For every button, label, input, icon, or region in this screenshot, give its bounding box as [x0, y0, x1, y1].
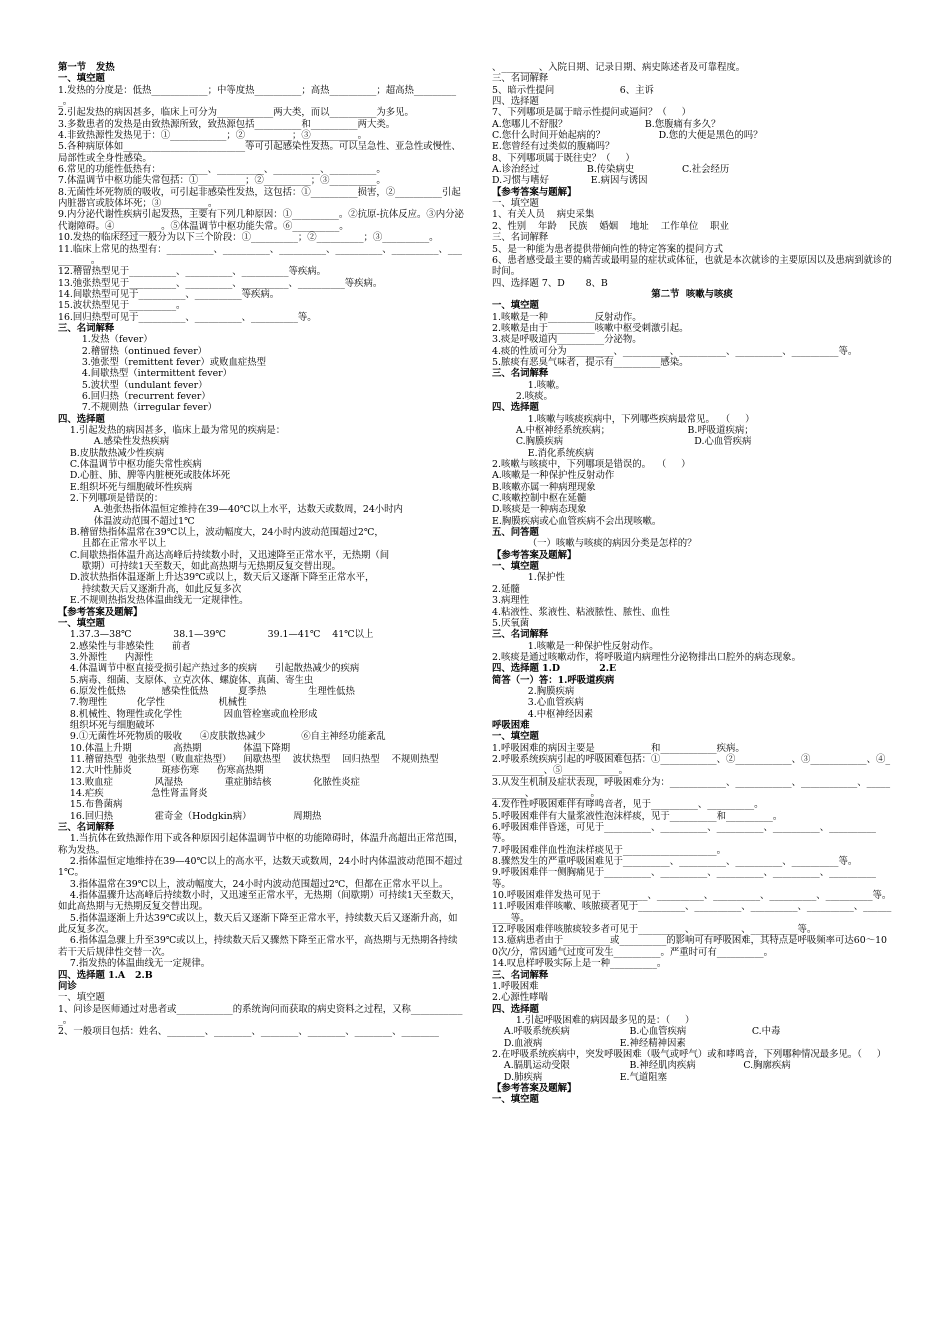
text-line: 2.咳嗽与咳痰中，下列哪项是错误的。 （ ）	[492, 459, 691, 471]
section-heading: 四、选择题 1.D 2.E	[492, 663, 617, 675]
text-line: 5、暗示性提问 6、主诉	[492, 84, 654, 96]
text-line: 8、下列哪项属于既往史？（ ）	[492, 152, 635, 164]
text-line: 14.叹息样呼吸实际上是一种__________。	[492, 958, 667, 970]
text-line: 6.呼吸困难伴昏迷，可见于__________、__________、__________、__________、__________等。	[492, 822, 876, 845]
text-line: D.波状热指体温逐渐上升达39℃或以上，数天后又逐渐下降至正常水平，	[58, 572, 375, 584]
text-line: D.肺疾病 E.气道阻塞	[492, 1071, 668, 1083]
text-line: E.胸膜疾病或心血管疾病不会出现咳嗽。	[492, 515, 662, 527]
text-line: 5.病毒、细菌、支原体、立克次体、螺旋体、真菌、寄生虫	[58, 674, 314, 686]
section-heading: 三、名词解释	[492, 629, 549, 641]
left-column	[58, 62, 464, 1038]
text-line: 14.间歇热型可见于__________、__________等疾病。	[58, 288, 280, 300]
text-line: 3.心血管疾病	[492, 697, 584, 709]
text-line: 8.无菌性坏死物质的吸收，可引起非感染性发热，这包括：①__________损害，②__________引起内脏器官或肢体坏死；③__________。	[58, 186, 461, 210]
text-line: 四、选择题 7、D 8、B	[492, 277, 608, 289]
text-line: 6.回归热（recurrent fever）	[58, 390, 211, 402]
section-heading: 四、选择题	[58, 413, 105, 425]
text-line: 4.指体温骤升达高峰后持续数小时，又迅速至正常水平，无热期（间歇期）可持续1天至数天，如此高热期与无热期反复交替出现。	[58, 890, 460, 913]
text-line: 11.临床上常见的热型有：__________、__________、__________、__________、__________、__________。	[58, 243, 462, 266]
right-column	[492, 62, 892, 1106]
text-line: 10.发热的临床经过一般分为以下三个阶段：①__________；②__________；③__________。	[58, 232, 439, 244]
text-line: 2.胸膜疾病	[492, 685, 575, 697]
section-heading: 第二节 咳嗽与咳痰	[651, 288, 733, 300]
text-line: 6、患者感受最主要的痛苦或最明显的症状或体征，也就是本次就诊的主要原因以及患病到就诊的时间。	[492, 254, 892, 278]
section-heading: 【参考答案及题解】	[492, 1082, 577, 1094]
section-heading: 【参考答案及题解】	[492, 549, 577, 561]
text-line: 1、有关人员 病史采集	[492, 209, 595, 221]
text-line: A.感染性发热疾病	[58, 436, 170, 448]
text-line: 歇期）可持续1天至数天，如此高热期与无热期反复交替出现。	[58, 561, 341, 573]
text-line: 13.弛张热型见于__________、__________、__________、__________等疾病。	[58, 277, 383, 289]
text-line: 1.咳嗽与咳痰疾病中，下列哪些疾病最常见。 （ ）	[492, 413, 755, 425]
text-line: 2.呼吸系统疾病引起的呼吸困难包括：①____________、②____________、③____________、④____________、⑤____________。	[492, 753, 891, 777]
text-line: 2.咳嗽是由于__________咳嗽中枢受刺激引起。	[492, 322, 689, 334]
text-line: 5.厌氧菌	[492, 617, 530, 629]
text-line: 2.咳痰是通过咳嗽动作，将呼吸道内病理性分泌物排出口腔外的病态现象。	[492, 651, 801, 663]
text-line: A.弛张热指体温恒定维持在39—40℃以上水平，达数天或数周，24小时内	[58, 504, 403, 516]
text-line: 14.疟疾 急性肾盂肾炎	[58, 788, 208, 799]
text-line: 13.败血症 风湿热 重症肺结核 化脓性炎症	[58, 776, 360, 788]
text-line: 4.体温调节中枢直接受损引起产热过多的疾病 引起散热减少的疾病	[58, 663, 360, 675]
text-line: 13.癔病患者由于__________或__________的影响可有呼吸困难，其特点是呼吸频率可达60～100次/分，常因通气过度可发生__________。严重时可有__________。	[492, 935, 888, 958]
text-line: 1.咳嗽是一种__________反射动作。	[492, 311, 642, 323]
text-line: 1.当抗体在致热源作用下或各种原因引起体温调节中枢的功能障碍时，体温升高超出正常范围，称为发热。	[58, 833, 464, 856]
section-heading: 三、名词解释	[58, 322, 115, 334]
text-line: 7.物理性 化学性 机械性	[58, 697, 247, 709]
text-line: 2.引起发热的病因甚多，临床上可分为____________两大类，而以__________为多见。	[58, 107, 414, 119]
text-line: 8.机械性、物理性或化学性 因血管栓塞或血栓形成	[58, 708, 318, 720]
section-heading: 【参考答案及题解】	[58, 606, 143, 618]
text-line: 5.脓痰有恶臭气味者，提示有__________感染。	[492, 356, 689, 368]
text-line: 5.呼吸困难伴有大量浆液性泡沫样痰，见于__________和__________。	[492, 810, 783, 822]
text-line: 4.非致热源性发热见于：①____________；②__________；③__________。	[58, 130, 367, 142]
section-heading: 一、填空题	[492, 1094, 539, 1106]
text-line: C.间歇热指体温升高达高峰后持续数小时，又迅速降至正常水平，无热期（间	[58, 549, 390, 561]
text-line: 5.指体温逐渐上升达39℃或以上，数天后又逐渐下降至正常水平，持续数天后又逐渐升高，如此反复多次。	[58, 912, 458, 936]
section-heading: 一、填空题	[492, 300, 539, 312]
text-line: 9.呼吸困难伴一侧胸痛见于__________、__________、__________、__________、__________等。	[492, 867, 876, 890]
text-line: E.消化系统疾病	[492, 447, 594, 459]
text-line: 三、名词解释	[492, 73, 549, 85]
text-line: 1.咳嗽。	[492, 379, 565, 391]
text-line: 1、问诊是医师通过对患者或____________的系统询问而获取的病史资料之过程，又称____________。	[58, 1003, 463, 1026]
text-line: 10.呼吸困难伴发热可见于__________、__________、__________、__________、__________等。	[492, 890, 892, 902]
text-line: 1.引起发热的病因甚多，临床上最为常见的疾病是：	[58, 425, 286, 436]
text-line: 9.①无菌性坏死物质的吸收 ④皮肤散热减少 ⑥自主神经功能紊乱	[58, 731, 386, 743]
section-heading: 简答（一）答：1.呼吸道疾病	[492, 674, 615, 686]
text-line: 7.指发热的体温曲线无一定规律。	[58, 958, 211, 970]
section-heading: 第一节 发热	[58, 62, 115, 73]
section-heading: 五、问答题	[492, 527, 539, 539]
text-line: 一、填空题	[58, 992, 105, 1004]
text-line: 2.感染性与非感染性 前者	[58, 640, 191, 652]
text-line: A.您哪儿不舒服？ B.您腹痛有多久？	[492, 118, 721, 130]
text-line: 10.体温上升期 高热期 体温下降期	[58, 742, 291, 754]
text-line: 2.咳痰。	[492, 390, 553, 402]
text-line: 一、填空题	[492, 198, 539, 210]
text-line: 且都在正常水平以上	[58, 538, 167, 550]
text-line: 4.粘液性、浆液性、粘液脓性、脓性、血性	[492, 606, 670, 618]
text-line: 2.稽留热（ontinued fever）	[58, 345, 208, 357]
text-line: 3.痰是呼吸道内__________分泌物。	[492, 334, 642, 346]
text-line: D.习惯与嗜好 E.病因与诱因	[492, 175, 648, 187]
text-line: 8.骤然发生的严重呼吸困难见于__________、__________、__________、__________等。	[492, 856, 858, 868]
text-line: 15.布鲁菌病	[58, 799, 123, 811]
text-line: 持续数天后又逐渐升高，如此反复多次	[58, 583, 242, 595]
text-line: 1.咳嗽是一种保护性反射动作。	[492, 640, 659, 652]
text-line: 11.稽留热型 弛张热型（败血症热型） 间歇热型 波状热型 回归热型 不规则热型	[58, 753, 439, 765]
section-heading: 三、名词解释	[492, 969, 549, 981]
text-line: B.咳嗽亦属一种病理现象	[492, 481, 596, 493]
section-heading: 四、选择题	[492, 1003, 539, 1015]
text-line: 7.不规则热（irregular fever）	[58, 402, 217, 414]
section-heading: 三、名词解释	[492, 368, 549, 380]
text-line: E.组织坏死与细胞破坏性疾病	[58, 481, 193, 493]
section-heading: 三、名词解释	[58, 822, 115, 834]
text-line: 四、选择题	[492, 96, 539, 108]
text-line: 1.呼吸困难	[492, 980, 539, 992]
text-line: 三、名词解释	[492, 232, 549, 244]
text-line: C.胸膜疾病 D.心血管疾病	[492, 436, 752, 448]
section-heading: 呼吸困难	[492, 719, 530, 731]
text-line: 1.37.3—38℃ 38.1—39℃ 39.1—41℃ 41℃以上	[58, 629, 374, 641]
text-line: B.皮肤散热减少性疾病	[58, 447, 165, 459]
text-line: D.心脏、肺、脾等内脏梗死或肢体坏死	[58, 470, 231, 482]
section-heading: 一、填空题	[58, 73, 105, 85]
text-line: 16.回归热型可见于__________、__________、__________等。	[58, 311, 317, 323]
text-line: 6.常见的功能性低热有：__________、__________、__________、__________。	[58, 164, 386, 176]
text-line: 5、是一种能为患者提供带倾向性的特定答案的提问方式	[492, 243, 723, 255]
text-line: 15.波状热型见于__________。	[58, 300, 186, 312]
text-line: 7.体温调节中枢功能失常包括：①__________；②__________；③__________。	[58, 175, 386, 187]
text-line: 1.发热（fever）	[58, 334, 153, 346]
text-line: 1.引起呼吸困难的病因最多见的是：（ ）	[492, 1014, 695, 1026]
text-line: 2.延髓	[492, 583, 520, 595]
text-line: 3.从发生机制及症状表现，呼吸困难分为：____________、____________、____________、____________、____________。	[492, 776, 891, 799]
section-heading: 四、选择题 1.A 2.B	[58, 969, 153, 981]
text-line: 12.呼吸困难伴咳脓痰较多者可见于__________、__________、__________等。	[492, 924, 817, 936]
section-heading: 一、填空题	[492, 561, 539, 573]
text-line: B.稽留热指体温常在39℃以上，波动幅度大，24小时内波动范围超过2℃，	[58, 527, 384, 539]
text-line: 1.呼吸困难的病因主要是____________和____________疾病。	[492, 742, 745, 754]
text-line: 2.下列哪项是错误的：	[58, 493, 164, 505]
text-line: （一）咳嗽与咳痰的病因分类是怎样的？	[492, 538, 697, 550]
section-heading: 一、填空题	[492, 731, 539, 743]
text-line: 6.原发性低热 感染性低热 夏季热 生理性低热	[58, 685, 355, 697]
text-line: C.您什么时间开始起病的？ D.您的大便是黑色的吗？	[492, 130, 763, 142]
section-heading: 一、填空题	[58, 617, 105, 629]
text-line: 组织坏死与细胞破坏	[58, 719, 155, 731]
text-line: 4.中枢神经因素	[492, 708, 593, 720]
text-line: 3.指体温常在39℃以上，波动幅度大，24小时内波动范围超过2℃，但都在正常水平以上。	[58, 878, 449, 890]
section-heading: 四、选择题	[492, 402, 539, 414]
text-line: E.不规则热指发热体温曲线无一定规律性。	[58, 595, 249, 607]
text-line: 2.指体温恒定地维持在39—40℃以上的高水平，达数天或数周，24小时内体温波动范围不超过1℃。	[58, 856, 463, 879]
text-line: 3.病理性	[492, 595, 530, 607]
text-line: D.血液病 E.神经精神因素	[492, 1037, 686, 1049]
text-line: 体温波动范围不超过1℃	[58, 515, 195, 527]
text-line: 4.发作性呼吸困难伴有哮鸣音者，见于__________、__________。	[492, 799, 764, 811]
text-line: 2、性别 年龄 民族 婚姻 地址 工作单位 职业	[492, 220, 729, 232]
text-line: C.体温调节中枢功能失常性疾病	[58, 459, 202, 471]
text-line: 7.呼吸困难伴血性泡沫样痰见于____________________。	[492, 844, 726, 856]
text-line: 12.稽留热型见于__________、__________、__________等疾病。	[58, 266, 327, 278]
text-line: 7、下列哪项是属于暗示性提问或逼问？（ ）	[492, 107, 691, 119]
text-line: 3.外源性 内源性	[58, 651, 153, 663]
text-line: 12.大叶性肺炎 斑疹伤寒 伤寒高热期	[58, 765, 264, 777]
text-line: 5.波状型（undulant fever）	[58, 379, 208, 391]
text-line: 5.各种病原体如__________________________等可引起感染性发热。可以呈急性、亚急性或慢性、局部性或全身性感染。	[58, 141, 461, 164]
text-line: 11.呼吸困难伴咳嗽、咳脓痰者见于__________、__________、__________、__________、__________等。	[492, 901, 892, 924]
text-line: A.咳嗽是一种保护性反射动作	[492, 470, 615, 482]
text-line: 4.痰的性质可分为__________、__________、__________、__________、__________等。	[492, 345, 858, 357]
text-line: 2、一般项目包括：姓名、________、________、________、________、________、________	[58, 1026, 439, 1038]
text-line: A.膈肌运动受限 B.神经肌肉疾病 C.胸廓疾病	[492, 1060, 791, 1072]
text-line: A.诊治经过 B.传染病史 C.社会经历	[492, 164, 730, 176]
text-line: 16.回归热 霍奇金（Hodgkin病） 周期热	[58, 810, 322, 822]
text-line: 3.多数患者的发热是由致热源所致，致热源包括__________和__________两大类。	[58, 118, 396, 130]
text-line: A.中枢神经系统疾病； B.呼吸道疾病；	[492, 425, 754, 436]
text-line: 3.弛张型（remittent fever）或败血症热型	[58, 356, 267, 368]
text-line: 、________、入院日期、记录日期、病史陈述者及可靠程度。	[492, 62, 746, 73]
text-line: 1.保护性	[492, 572, 565, 584]
text-line: 2.心源性哮喘	[492, 992, 548, 1004]
text-line: D.咳痰是一种病态现象	[492, 504, 587, 516]
text-line: E.您曾经有过类似的腹痛吗？	[492, 141, 615, 153]
section-heading: 问诊	[58, 980, 77, 992]
text-line: C.咳嗽控制中枢在延髓	[492, 493, 587, 505]
text-line: 2.在呼吸系统疾病中，突发呼吸困难（吸气或呼气）或和哮鸣音，下列哪种情况最多见。（ ）	[492, 1048, 887, 1060]
text-line: 9.内分泌代谢性疾病引起发热，主要有下列几种原因：①__________。②抗原-抗体反应。③内分泌代谢障碍。④__________。⑤体温调节中枢功能失常。⑥__________。	[58, 209, 464, 232]
text-line: 1.发热的分度是：低热____________；中等度热__________；高热__________；超高热__________。	[58, 84, 457, 108]
text-line: A.呼吸系统疾病 B.心血管疾病 C.中毒	[492, 1026, 781, 1038]
section-heading: 【参考答案与题解】	[492, 186, 577, 198]
text-line: 4.间歇热型（intermittent fever）	[58, 368, 232, 380]
text-line: 6.指体温急骤上升至39℃或以上，持续数天后又骤然下降至正常水平，高热期与无热期各持续若干天后规律性交替一次。	[58, 935, 458, 958]
